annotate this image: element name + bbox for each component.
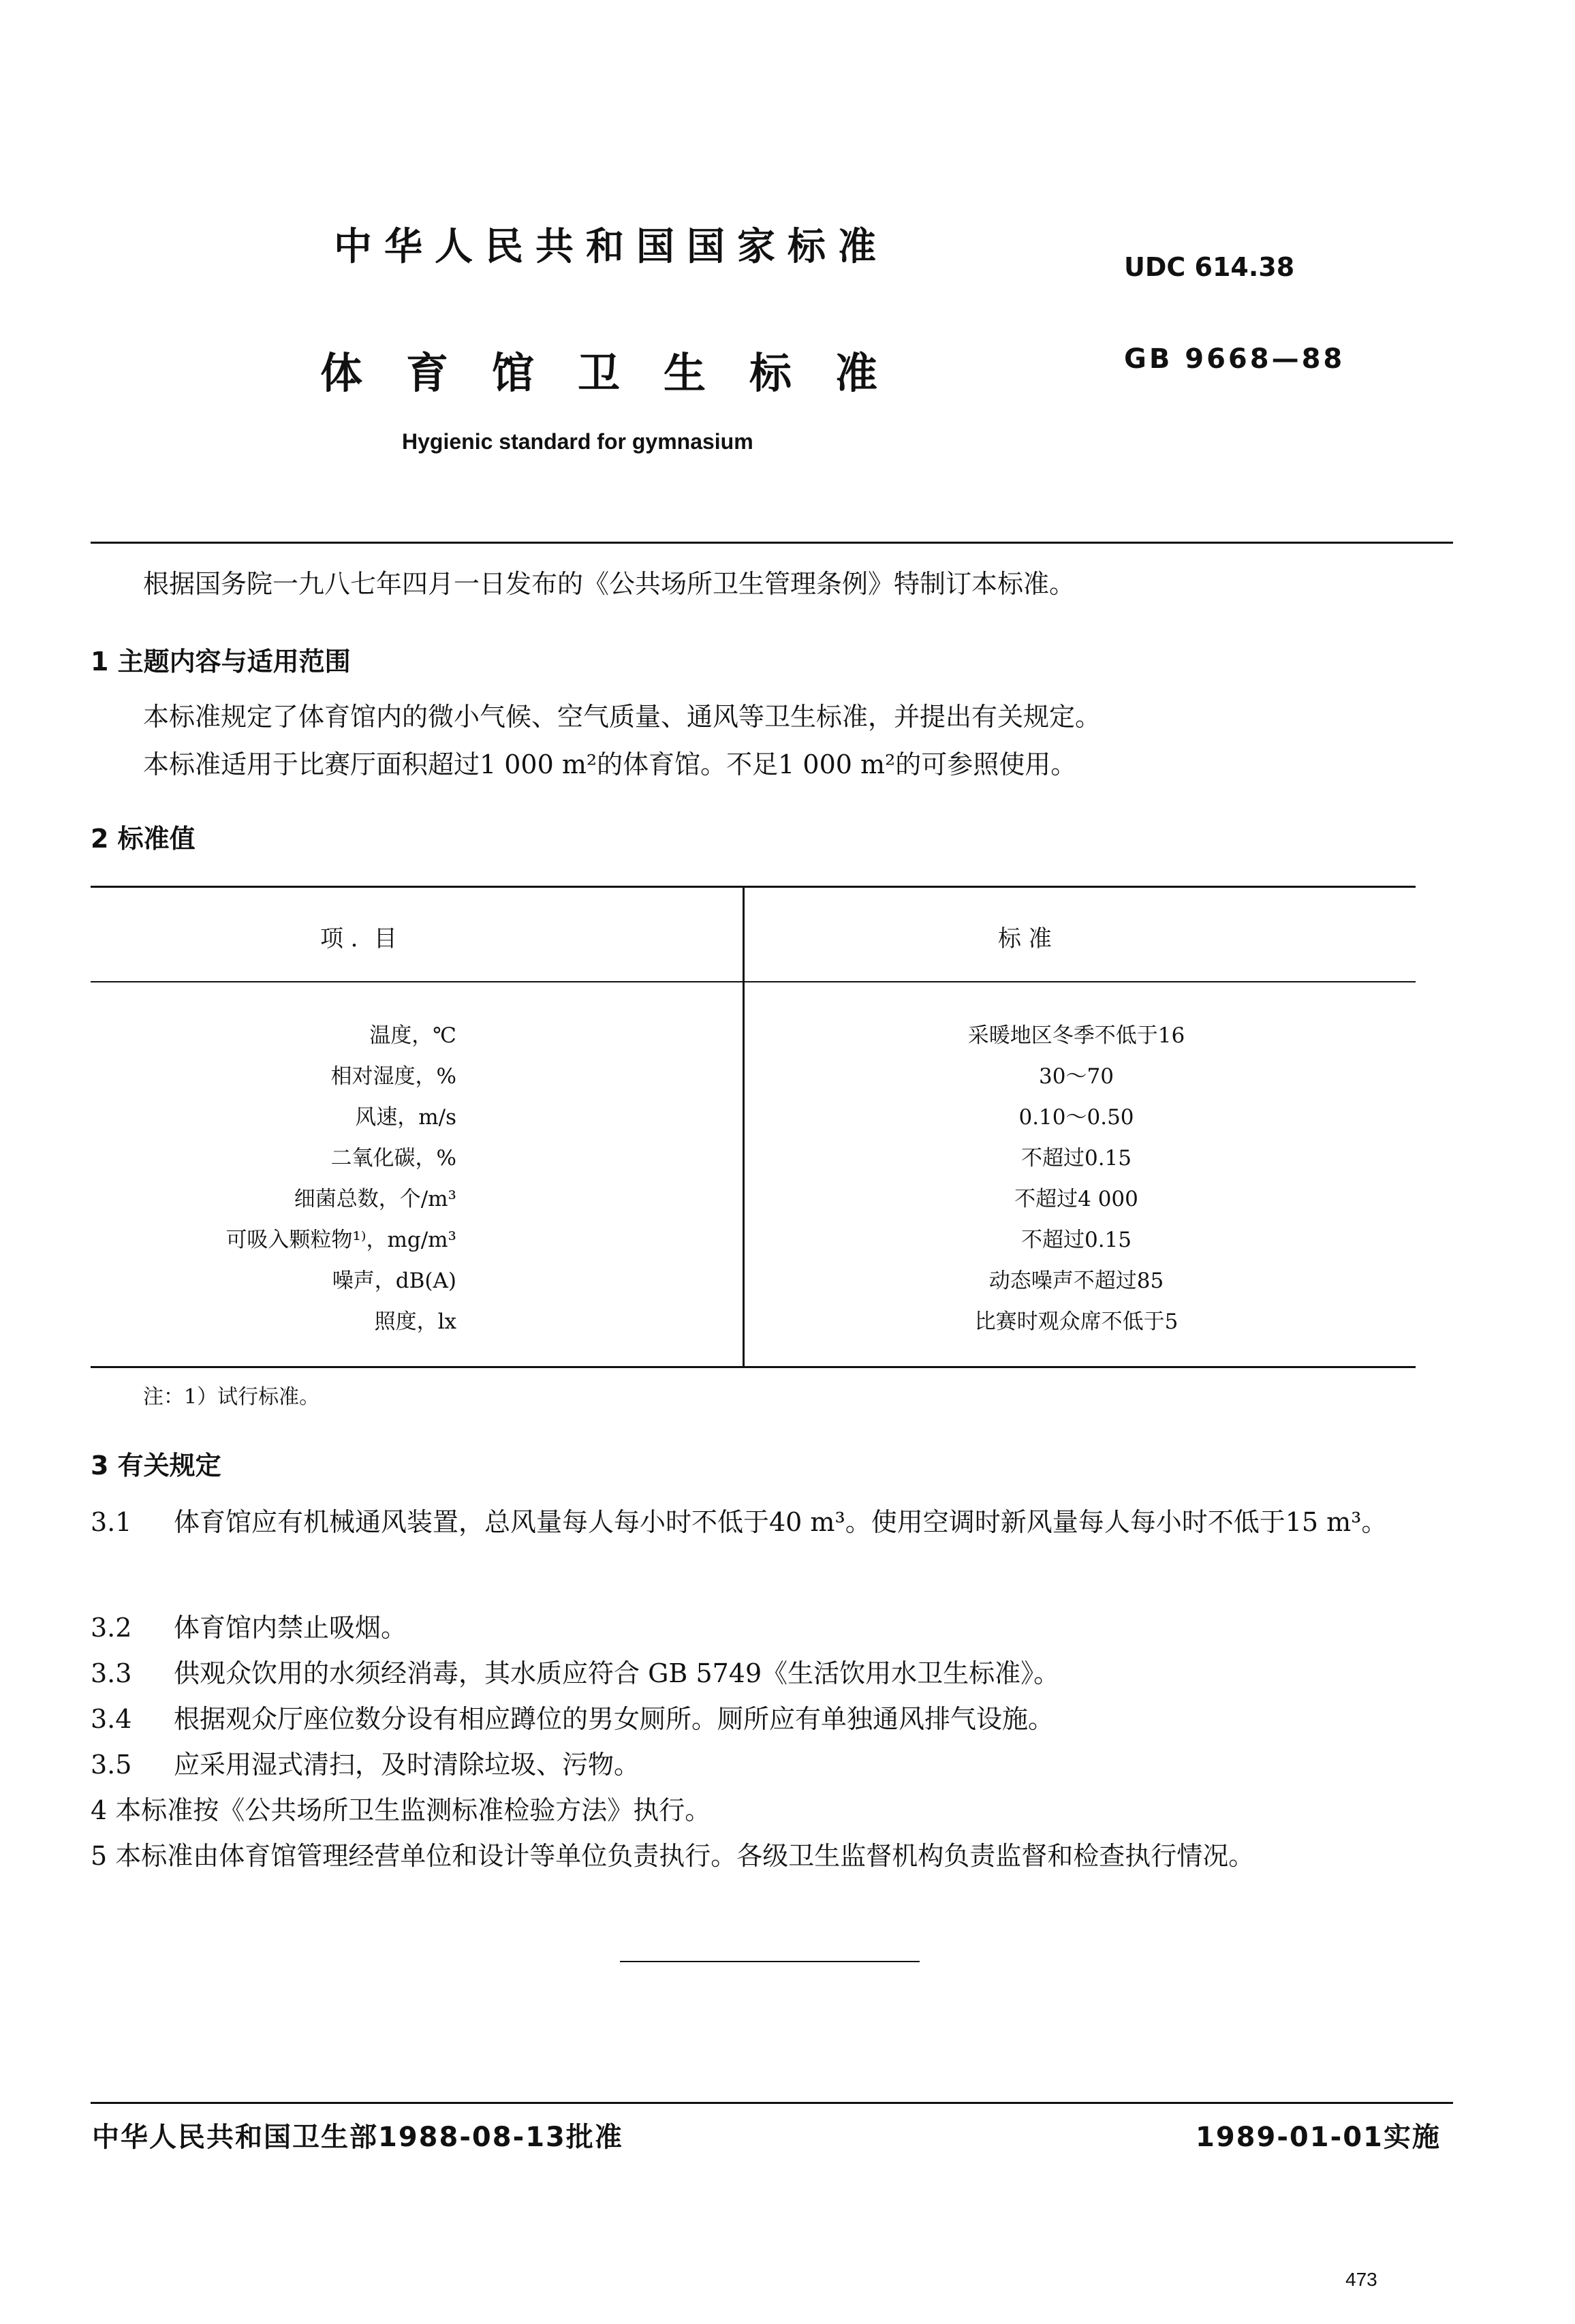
table-cell-item: 可吸入颗粒物¹⁾，mg/m³ — [225, 1228, 456, 1252]
table-cell-standard: 不超过4 000 — [1014, 1187, 1138, 1211]
section-1-heading: 1 主题内容与适用范围 — [91, 647, 351, 677]
table-cell-item: 细菌总数，个/m³ — [294, 1187, 456, 1211]
table-header-item: 项 ．目 — [320, 925, 397, 952]
table-cell-standard: 比赛时观众席不低于5 — [974, 1310, 1179, 1334]
gb-code: GB 9668—88 — [1124, 343, 1345, 375]
clause-number: 3.1 — [91, 1507, 132, 1537]
end-rule — [620, 1961, 920, 1962]
table-column-divider — [743, 886, 745, 1368]
section-1-paragraph-1: 本标准规定了体育馆内的微小气候、空气质量、通风等卫生标准，并提出有关规定。 — [143, 702, 1102, 732]
header-divider — [91, 542, 1453, 544]
table-cell-item: 噪声，dB(A) — [332, 1269, 456, 1293]
clause-text: 供观众饮用的水须经消毒，其水质应符合 GB 5749《生活饮用水卫生标准》。 — [174, 1658, 1060, 1688]
table-bottom-rule — [91, 1366, 1416, 1368]
section-3-heading: 3 有关规定 — [91, 1451, 221, 1481]
section-4-text: 4 本标准按《公共场所卫生监测标准检验方法》执行。 — [91, 1795, 711, 1825]
table-cell-standard: 30～70 — [1039, 1064, 1114, 1089]
table-cell-item: 二氧化碳，% — [330, 1146, 456, 1171]
english-title: Hygienic standard for gymnasium — [402, 429, 753, 454]
table-header-rule — [91, 981, 1416, 982]
clause-number: 3.2 — [91, 1613, 132, 1643]
section-1-paragraph-2: 本标准适用于比赛厅面积超过1 000 m²的体育馆。不足1 000 m²的可参照使用。 — [143, 749, 1077, 779]
footer-rule — [91, 2102, 1453, 2104]
section-5-text: 5 本标准由体育馆管理经营单位和设计等单位负责执行。各级卫生监督机构负责监督和检查执行情况。 — [91, 1841, 1255, 1871]
clause-text: 应采用湿式清扫，及时清除垃圾、污物。 — [174, 1750, 640, 1780]
table-cell-standard: 不超过0.15 — [1020, 1146, 1132, 1171]
table-cell-standard: 0.10～0.50 — [1018, 1105, 1134, 1130]
table-cell-item: 照度，lx — [374, 1310, 456, 1334]
clause-number: 3.3 — [91, 1658, 132, 1688]
document-title: 体育馆卫生标准 — [320, 348, 922, 398]
table-cell-item: 相对湿度，% — [330, 1064, 456, 1089]
table-footnote: 注：1）试行标准。 — [143, 1385, 320, 1409]
table-cell-item: 风速，m/s — [355, 1105, 456, 1130]
clause-3-1 — [91, 1499, 1453, 1545]
clause-number: 3.5 — [91, 1750, 132, 1780]
table-cell-item: 温度，℃ — [369, 1023, 456, 1048]
table-cell-standard: 动态噪声不超过85 — [988, 1269, 1164, 1293]
clause-number: 3.4 — [91, 1704, 132, 1734]
clause-text: 根据观众厅座位数分设有相应蹲位的男女厕所。厕所应有单独通风排气设施。 — [174, 1704, 1055, 1734]
table-top-rule — [91, 886, 1416, 888]
table-cell-standard: 采暖地区冬季不低于16 — [967, 1023, 1185, 1048]
udc-code: UDC 614.38 — [1124, 252, 1295, 282]
page-number: 473 — [1345, 2269, 1377, 2290]
effective-date: 1989-01-01实施 — [1196, 2122, 1441, 2153]
section-2-heading: 2 标准值 — [91, 824, 196, 854]
clause-3-2 — [91, 1605, 1453, 1651]
preface-text: 根据国务院一九八七年四月一日发布的《公共场所卫生管理条例》特制订本标准。 — [143, 569, 1076, 599]
clause-3-4 — [91, 1696, 1453, 1742]
table-cell-standard: 不超过0.15 — [1020, 1228, 1132, 1252]
approval-line: 中华人民共和国卫生部1988-08-13批准 — [92, 2122, 623, 2153]
table-header-standard: 标 准 — [998, 925, 1052, 952]
clause-3-3 — [91, 1650, 1453, 1696]
clause-3-5 — [91, 1741, 1453, 1788]
clause-text: 体育馆内禁止吸烟。 — [174, 1613, 407, 1643]
clause-text: 体育馆应有机械通风装置，总风量每人每小时不低于40 m³。使用空调时新风量每人每小时不低于15 m³。 — [174, 1507, 1388, 1537]
national-standard-label: 中华人民共和国国家标准 — [334, 225, 888, 269]
